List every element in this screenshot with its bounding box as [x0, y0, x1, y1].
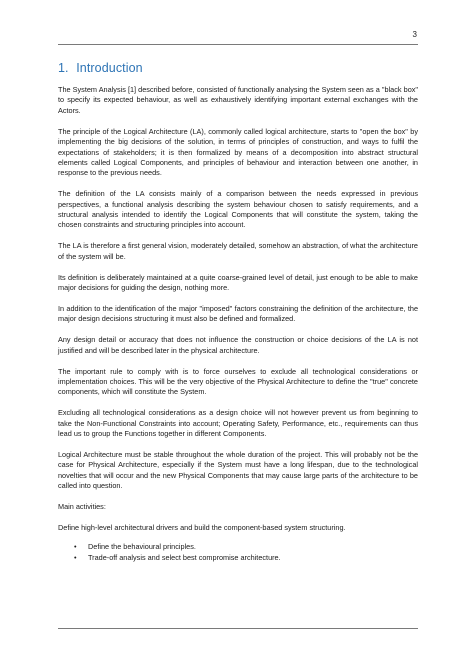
paragraph-8: The important rule to comply with is to force ourselves to exclude all technological considerations or implementation choices. This will be the very objective of the Physical Architecture to define the "true" concrete components, which will constitute the System.: [58, 366, 418, 397]
list-item: [74, 552, 418, 564]
header-rule: [58, 44, 418, 45]
paragraph-1: The System Analysis [1] described before, consisted of functionally analysing the System seen as a "black box" to specify its expected behaviour, as well as exhaustively identifying important external exchanges with the Actors.: [58, 85, 418, 115]
paragraph-2: The principle of the Logical Architecture (LA), commonly called logical architecture, starts to "open the box" by implementing the big decisions of the solution, in terms of principles of construction, and ways to fulfil the expectations of stakeholders; it is then formalized by means of a decomposition into abstract structural elements called Logical Components, and principles of behaviour and interaction between one another, in response to the previous needs.: [58, 126, 418, 178]
list-item-text: Define the behavioural principles.: [88, 542, 196, 551]
paragraph-10: Logical Architecture must be stable throughout the whole duration of the project. This will probably not be the case for Physical Architecture, especially if the System must have a long lifespan, due to the technological novelties that will occur and the new Physical Components that may cause large parts of the architecture to be called into question.: [58, 450, 418, 491]
bullet-icon: •: [74, 542, 77, 551]
list-item: [74, 542, 418, 553]
activity-bullet-list: [58, 542, 418, 563]
paragraph-7: Any design detail or accuracy that does not influence the construction or choice decisions of the LA is not justified and will be described later in the physical architecture.: [58, 335, 418, 355]
page-number: 3: [412, 30, 417, 39]
list-item-text: Trade-off analysis and select best compromise architecture.: [88, 552, 281, 562]
paragraph-4: The LA is therefore a first general vision, moderately detailed, somehow an abstraction, of what the architecture of the system will be.: [58, 241, 418, 261]
main-activity-description: Define high-level architectural drivers and build the component-based system structuring.: [58, 523, 346, 533]
footer-rule: [58, 628, 418, 629]
section-heading: [58, 61, 418, 75]
section-number: 1.: [58, 61, 69, 75]
main-activities-label: Main activities:: [58, 502, 106, 512]
page-content: [58, 61, 418, 563]
paragraph-5: Its definition is deliberately maintained at a quite coarse-grained level of detail, just enough to be able to make major decisions for guiding the design, nothing more.: [58, 272, 418, 293]
paragraph-6: In addition to the identification of the major "imposed" factors constraining the definition of the architecture, the major design decisions structuring it must also be defined and formalized.: [58, 304, 418, 324]
paragraph-9: Excluding all technological considerations as a design choice will not however prevent us from beginning to take the Non-Functional Constraints into account; Operating Safety, Performance, etc., requirements can thus lead us to group the Functions together in different Components.: [58, 408, 418, 439]
paragraph-3: The definition of the LA consists mainly of a comparison between the needs expressed in previous perspectives, a functional analysis describing the system behaviour chosen to satisfy requirements, and a structural analysis intended to identify the Logical Components that will constitute the system, taking the chosen constraints and structuring principles into account.: [58, 189, 418, 230]
bullet-icon: •: [74, 552, 77, 562]
section-title: Introduction: [76, 61, 143, 75]
